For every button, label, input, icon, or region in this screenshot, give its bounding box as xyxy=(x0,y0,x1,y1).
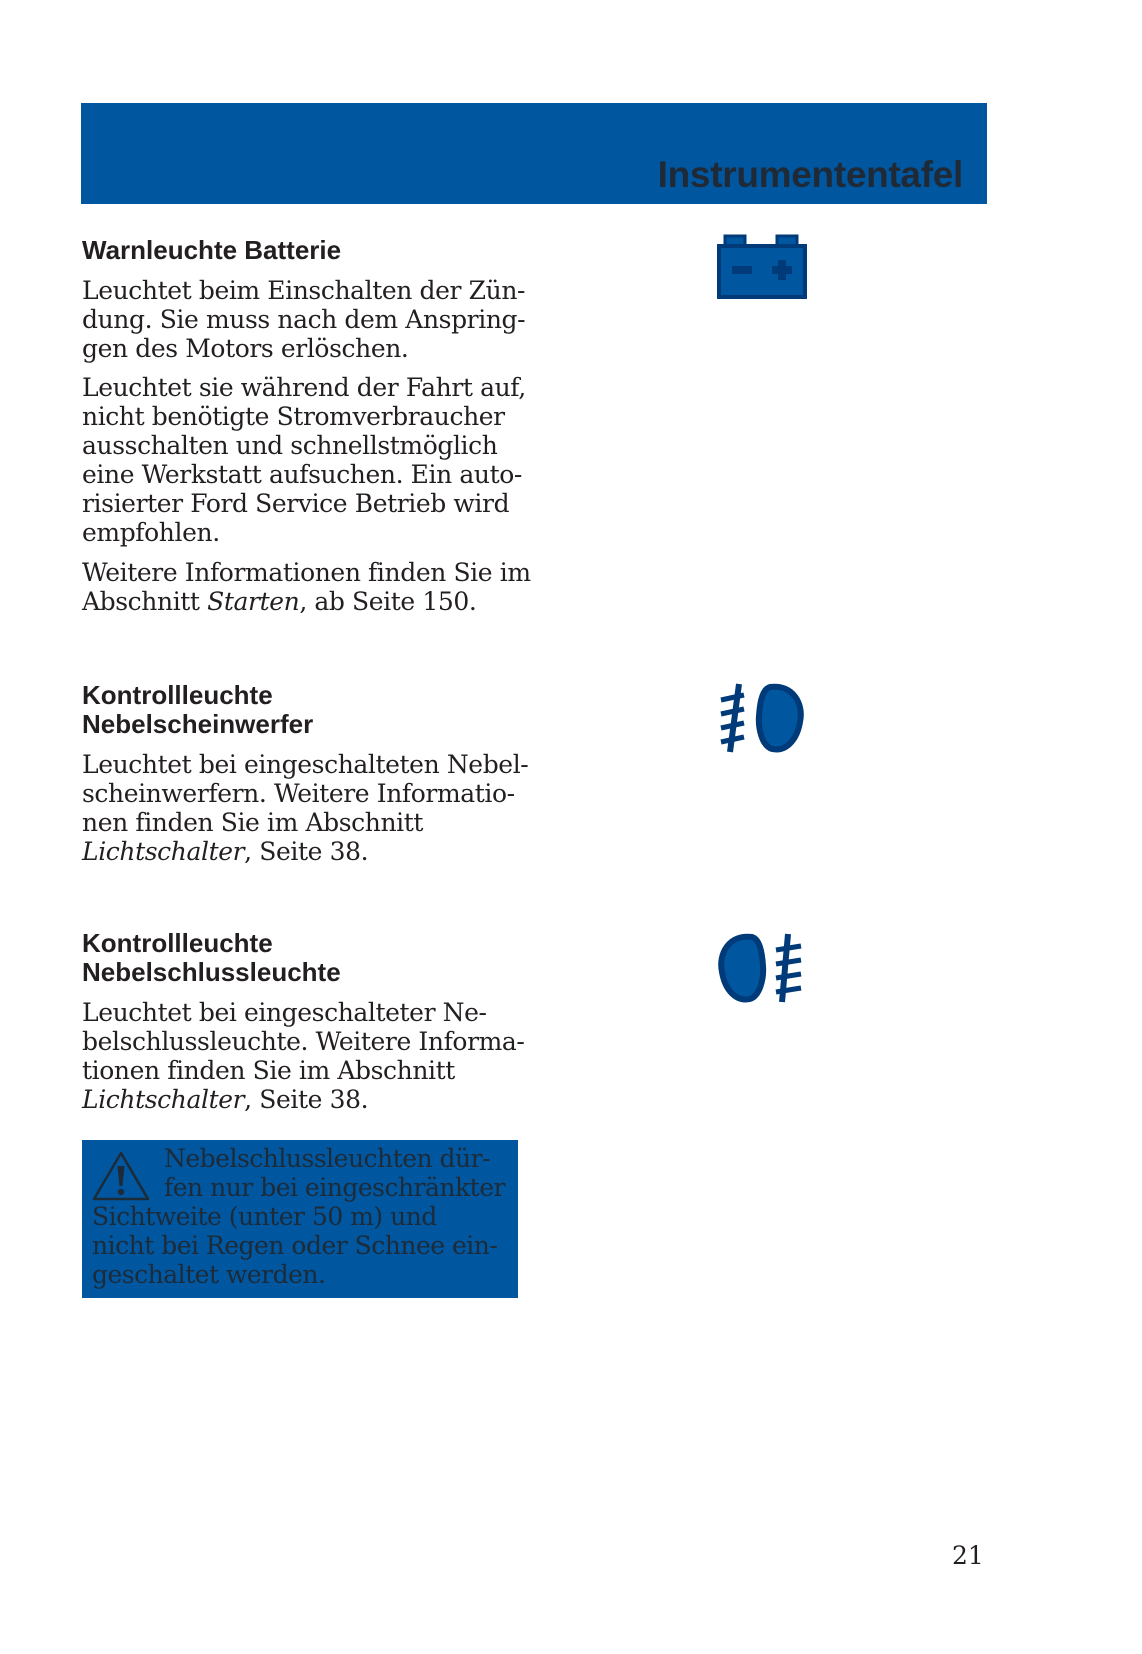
cross-reference-starten: Starten xyxy=(207,587,300,616)
battery-paragraph-1: Leuchtet beim Einschalten der Zün- dung. Sie muss nach dem Anspring- gen des Motors erlöschen. xyxy=(82,276,526,363)
battery-paragraph-3: Weitere Informationen finden Sie im Abschnitt Starten, ab Seite 150. xyxy=(82,558,531,616)
chapter-header-bar xyxy=(81,103,987,204)
page-number: 21 xyxy=(952,1541,984,1570)
rear-fog-heading: Kontrollleuchte Nebelschlussleuchte xyxy=(82,928,341,987)
chapter-title: Instrumententafel xyxy=(657,154,963,195)
battery-paragraph-2: Leuchtet sie während der Fahrt auf, nicht benötigte Stromverbraucher ausschalten und schnellstmöglich eine Werkstatt aufsuchen. Ein auto- risierter Ford Service Betrieb wird empfohlen. xyxy=(82,373,526,547)
battery-heading xyxy=(82,236,552,265)
warning-box xyxy=(82,1140,518,1298)
front-fog-paragraph: Leuchtet bei eingeschalteten Nebel- scheinwerfern. Weitere Informatio- nen finden Sie im Abschnitt Lichtschalter, Seite 38. xyxy=(82,750,529,866)
front-fog-heading: Kontrollleuchte Nebelscheinwerfer xyxy=(82,680,314,739)
rear-fog-paragraph: Leuchtet bei eingeschalteter Ne- belschlussleuchte. Weitere Informa- tionen finden Sie im Abschnitt Lichtschalter, Seite 38. xyxy=(82,998,525,1114)
cross-reference-lichtschalter: Lichtschalter xyxy=(82,837,245,866)
rear-fog-lamp-icon xyxy=(718,932,804,1004)
battery-warning-icon xyxy=(716,234,808,300)
battery-heading-text: Warnleuchte Batterie xyxy=(82,235,342,265)
front-fog-lamp-icon xyxy=(718,682,804,754)
cross-reference-lichtschalter: Lichtschalter xyxy=(82,1085,245,1114)
warning-text: Nebelschlussleuchten dür- fen nur bei eingeschränkter Sichtweite (unter 50 m) und nicht bei Regen oder Schnee ein- geschaltet werden. xyxy=(92,1144,505,1289)
